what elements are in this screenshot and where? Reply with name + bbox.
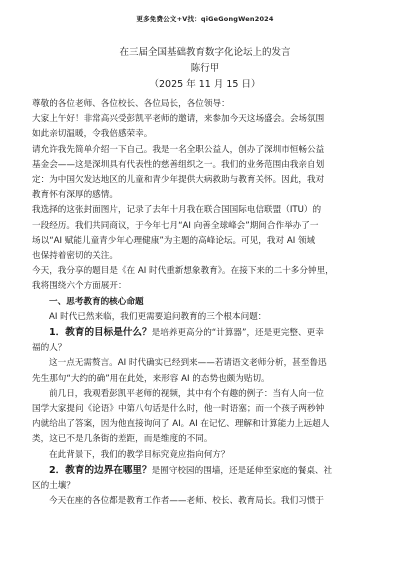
paragraph-line: 如此亲切温暖，令我倍感荣幸。 <box>32 129 153 140</box>
paragraph-line: 我将围绕六个方面展开： <box>32 281 127 292</box>
paragraph-line: 今天在座的各位都是教育工作者——老师、校长、教育局长。我们习惯于 <box>49 496 325 507</box>
paragraph-line: 国学大家提问《论语》中第八句话是什么时，他一时语塞；而一个孩子两秒钟 <box>32 404 325 415</box>
paragraph-line: 区的土壤？ <box>32 481 75 492</box>
watermark-header: 更多免费公文+V找：qiGeGongWen2024 <box>136 15 274 23</box>
paragraph-line: 教育怀有深厚的感情。 <box>32 190 118 201</box>
paragraph-line: 请允许我先简单介绍一下自己。我是一名全职公益人，创办了深圳市恒畅公益 <box>32 144 325 155</box>
paragraph-line: 类，这已不是几条街的差距，而是维度的不同。 <box>32 434 213 445</box>
paragraph-line: 今天，我分享的题目是《在 AI 时代重新想象教育》。在接下来的二十多分钟里， <box>32 266 334 277</box>
paragraph-line: 我选择的这张封面图片，记录了去年十月我在联合国国际电信联盟（ITU）的 <box>32 205 322 216</box>
question-1-text: 是培养更高分的“计算器”，还是更完整、更幸 <box>151 328 324 339</box>
question-1-heading: 1．教育的目标是什么？ <box>49 327 152 339</box>
document-body <box>32 97 382 509</box>
paragraph-line: 这一点无需赘言。AI 时代确实已经到来——若请语文老师分析，甚至鲁迅 <box>49 358 327 369</box>
author-name: 陈行甲 <box>190 63 220 74</box>
question-2-heading: 2．教育的边界在哪里？ <box>49 464 152 476</box>
paragraph-line: 也保持着密切的关注。 <box>32 251 118 262</box>
paragraph-line: 在此背景下，我们的教学目标究竟应指向何方？ <box>49 449 230 460</box>
paragraph-line: 前几日，我观看彭凯平老师的视频，其中有个有趣的例子：当有人向一位 <box>49 388 325 399</box>
paragraph-line: 基金会——这是深圳具有代表性的慈善组织之一。我们的业务范围由我亲自划 <box>32 159 325 170</box>
section-heading: 一、思考教育的核心命题 <box>49 296 144 307</box>
speech-date: （2025 年 11 月 15 日） <box>149 79 261 90</box>
paragraph-line: 场以“AI 赋能儿童青少年心理健康”为主题的高峰论坛。可见，我对 AI 领域 <box>32 235 316 246</box>
greeting-line: 尊敬的各位老师、各位校长、各位局长，各位领导： <box>32 99 230 109</box>
paragraph-line: 福的人？ <box>32 343 67 354</box>
paragraph-line: AI 时代已然来临，我们更需要追问教育的三个根本问题： <box>49 311 267 322</box>
paragraph-line: 一段经历。我们共同商议，于今年七月“AI 向善全球峰会”期间合作举办了一 <box>32 220 319 231</box>
question-line <box>32 325 382 341</box>
document-title: 在三届全国基础教育数字化论坛上的发言 <box>119 47 291 58</box>
paragraph-line: 定：为中国欠发达地区的儿童和青少年提供大病救助与教育关怀。因此，我对 <box>32 175 325 186</box>
question-2-text: 是囿守校园的围墙，还是延伸至家庭的餐桌、社 <box>151 465 333 476</box>
paragraph-line: 大家上午好！非常高兴受彭凯平老师的邀请，来参加今天这场盛会。会场氛围 <box>32 114 325 125</box>
question-line <box>32 463 382 479</box>
paragraph-line: 先生那句“大约的确”用在此处，来形容 AI 的态势也颇为贴切。 <box>32 373 270 384</box>
paragraph-line: 内就给出了答案，因为他直接询问了 AI。AI 在记忆、理解和计算能力上远超人 <box>32 419 330 430</box>
